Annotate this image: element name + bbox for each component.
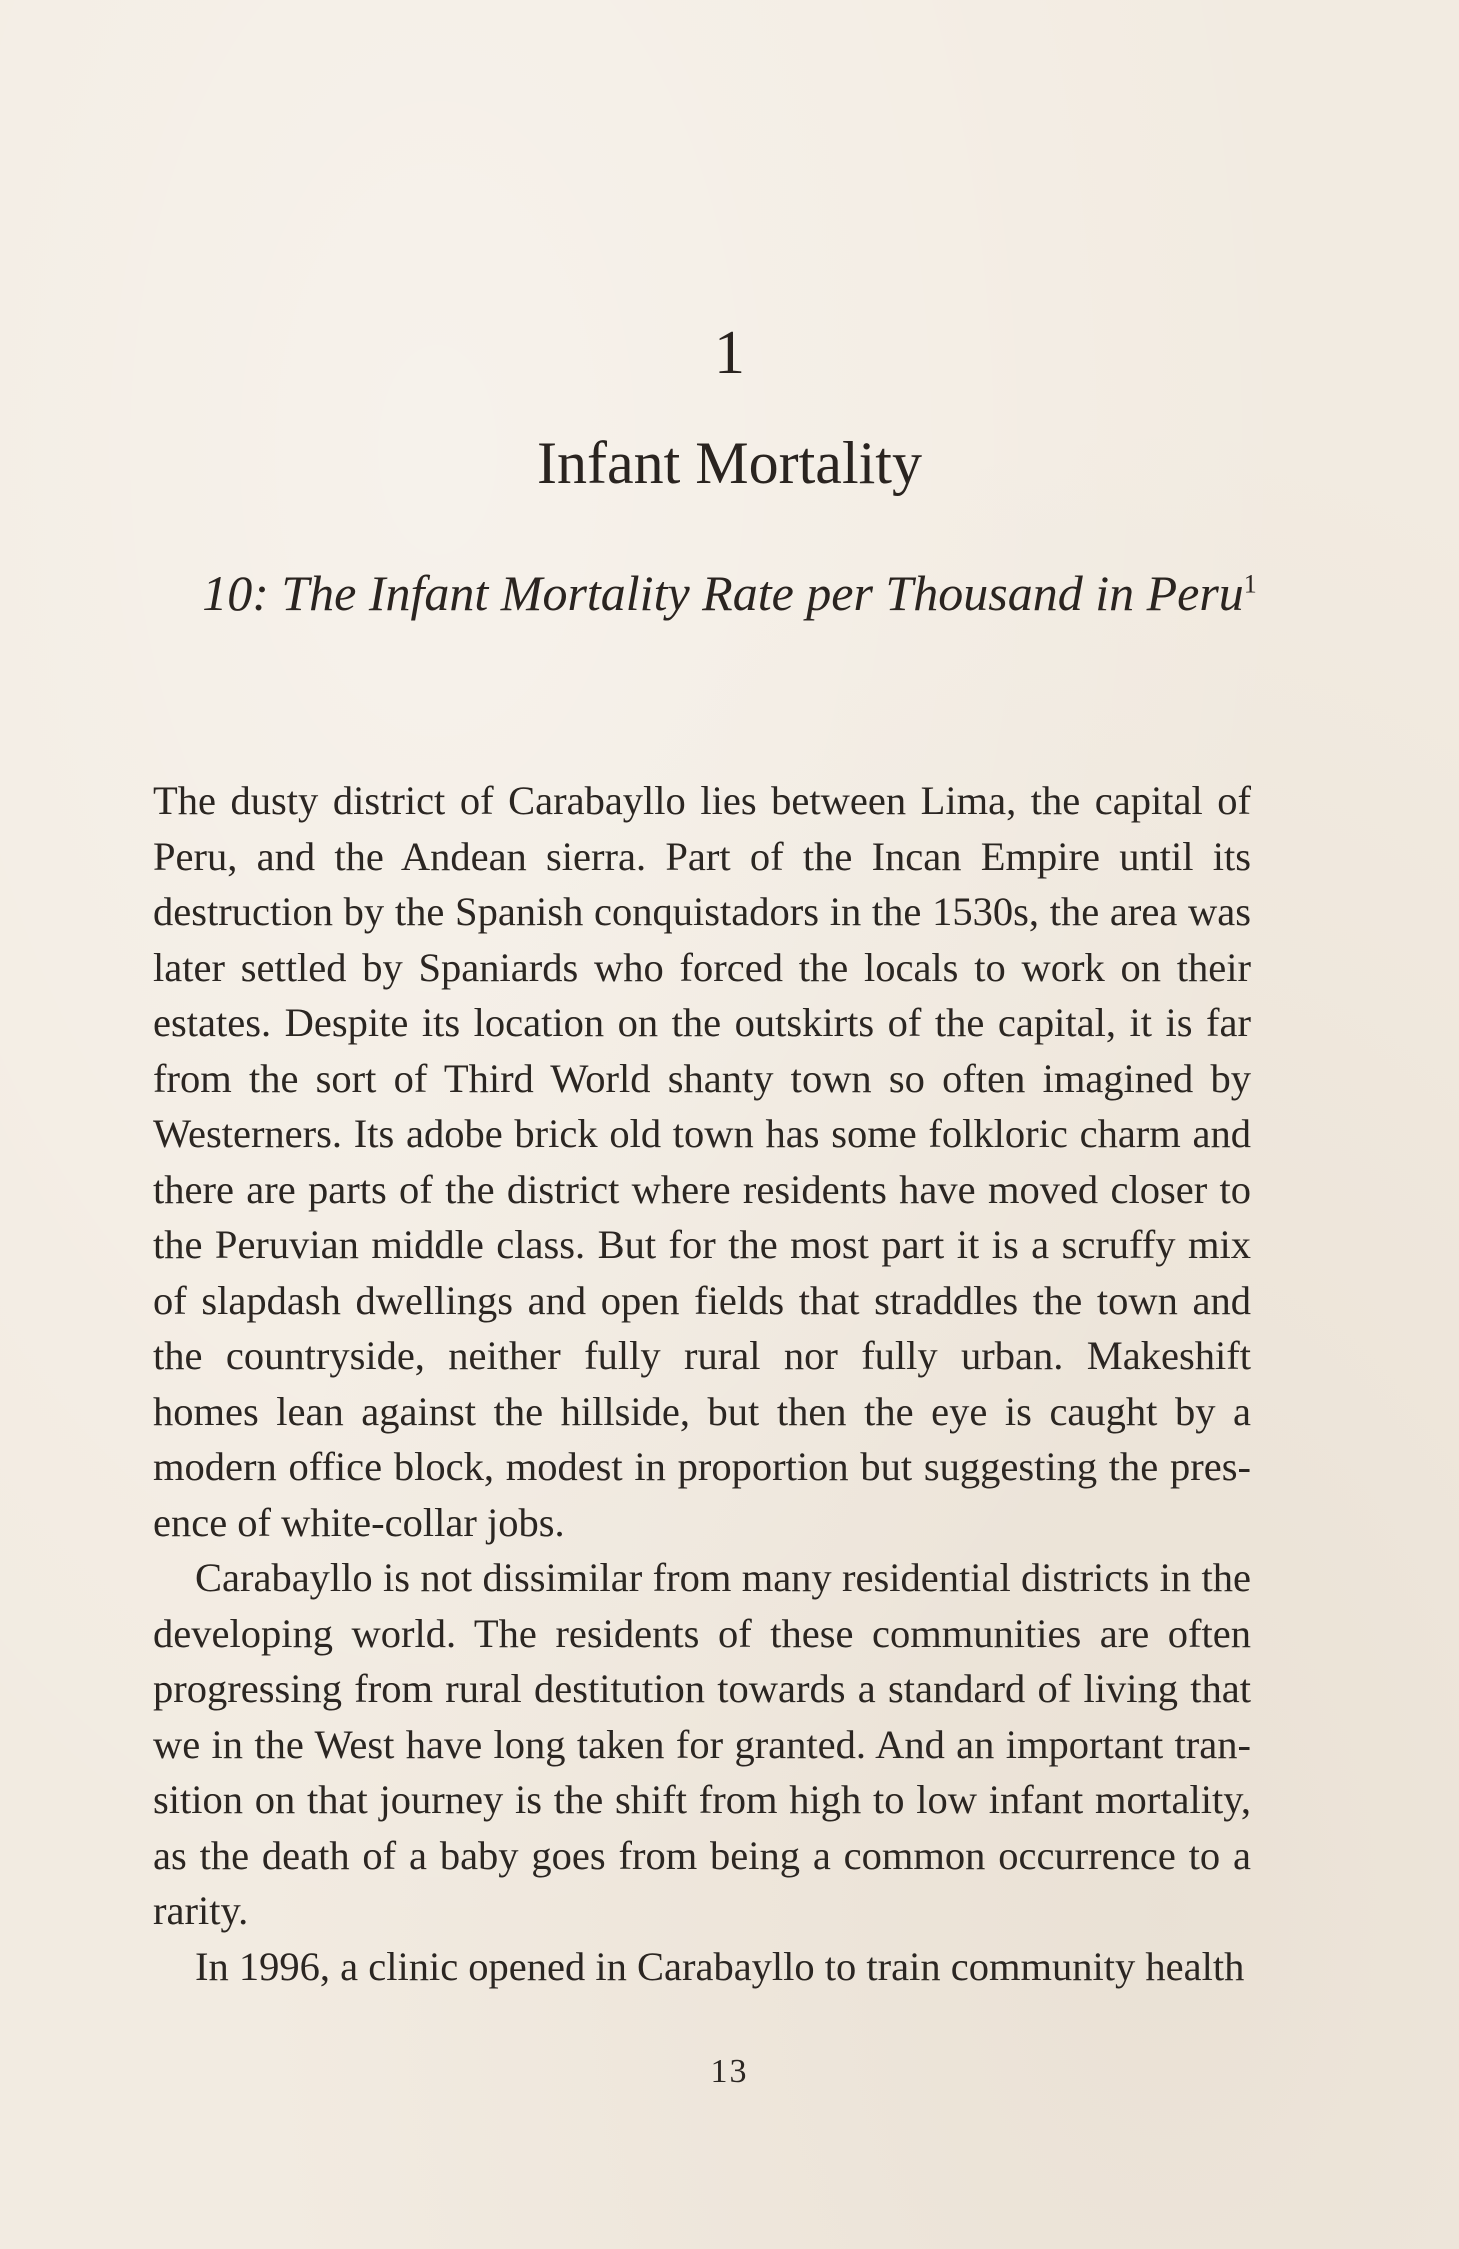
chapter-subtitle: [0, 562, 1459, 624]
footnote-marker: 1: [1243, 569, 1257, 599]
chapter-title: Infant Mortality: [537, 430, 922, 496]
chapter-number: 1: [714, 319, 745, 387]
paragraph: In 1996, a clinic opened in Carabayllo to train community health: [195, 1943, 1245, 1989]
body-text: [153, 773, 1251, 1994]
paragraph: Carabayllo is not dissimilar from many residential districts in the developing world. The residents of these communities are often progressing from rural destitution towards a standard of living that we in the West have long taken for granted. And an important transition on that journey is the shift from high to low infant mortality, as the death of a baby goes from being a common occurrence to a rarity.: [153, 1555, 1251, 1933]
paragraph: The dusty district of Carabayllo lies between Lima, the capital of Peru, and the Andean sierra. Part of the Incan Empire until its destruction by the Spanish conquistadors in the 1530s, the area was later settled by Spaniards who forced the locals to work on their estates. Despite its location on the outskirts of the capital, it is far from the sort of Third World shanty town so often imagined by Westerners. Its adobe brick old town has some folkloric charm and there are parts of the district where residents have moved closer to the Peruvian middle class. But for the most part it is a scruffy mix of slapdash dwellings and open fields that straddles the town and the countryside, neither fully rural nor fully urban. Makeshift homes lean against the hillside, but then the eye is caught by a modern office block, modest in proportion but suggesting the presence of white-collar jobs.: [153, 778, 1251, 1545]
chapter-subtitle-text: 10: The Infant Mortality Rate per Thousand in Peru: [202, 565, 1244, 621]
page-number: 13: [710, 2053, 749, 2090]
